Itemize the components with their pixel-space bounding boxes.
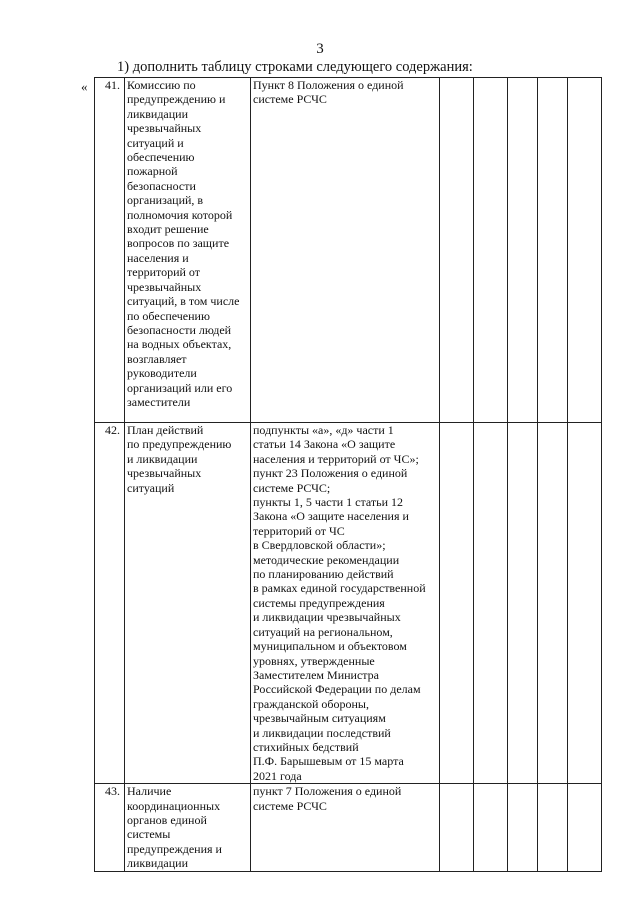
name-line: Комиссию по (127, 78, 196, 92)
name-line: входит решение (127, 222, 209, 237)
intro-text: 1) дополнить таблицу строками следующего содержания: (117, 59, 473, 75)
basis-line: П.Ф. Барышевым от 15 марта (253, 754, 404, 769)
basis-line: гражданской обороны, (253, 696, 369, 711)
empty-cell (474, 423, 508, 784)
empty-cell (508, 423, 538, 784)
name-line: руководители (127, 366, 197, 381)
row-number: 43. (95, 784, 125, 871)
name-line: ситуаций и (127, 135, 184, 150)
row-number: 41. (95, 78, 125, 423)
basis-line: Закона «О защите населения и (253, 509, 409, 524)
basis-line: системе РСЧС (253, 92, 327, 107)
row-legal-basis (251, 423, 440, 784)
name-line: безопасности людей (127, 322, 232, 337)
basis-line: Пункт 8 Положения о единой (253, 78, 404, 92)
name-line: на водных объектах, (127, 337, 232, 352)
basis-line: пункт 7 Положения о единой (253, 784, 402, 799)
empty-cell (568, 423, 602, 784)
row-legal-basis (251, 784, 440, 871)
empty-cell (474, 78, 508, 423)
name-line: системы (127, 827, 171, 842)
basis-line: Заместителем Министра (253, 667, 380, 682)
name-line: чрезвычайных (127, 121, 202, 136)
empty-cell (474, 784, 508, 871)
basis-line: в Свердловской области»; (253, 538, 386, 553)
name-line: пожарной (127, 164, 178, 179)
name-line: чрезвычайных (127, 279, 202, 294)
name-line: ситуаций, в том числе (127, 294, 240, 309)
name-line: органов единой (127, 812, 207, 827)
empty-cell (538, 784, 568, 871)
basis-line: пункт 23 Положения о единой (253, 466, 408, 481)
basis-line: системе РСЧС (253, 798, 327, 813)
empty-cell (508, 784, 538, 871)
basis-line: Российской Федерации по делам (253, 682, 421, 697)
name-line: территорий от (127, 265, 201, 280)
basis-line: системы предупреждения (253, 595, 385, 610)
basis-line: 2021 года (253, 768, 302, 783)
empty-cell (440, 78, 474, 423)
basis-line: территорий от ЧС (253, 523, 345, 538)
row-legal-basis (251, 78, 440, 423)
name-line: по предупреждению (127, 437, 232, 452)
basis-line: в рамках единой государственной (253, 581, 426, 596)
name-line: возглавляет (127, 351, 187, 366)
basis-line: и ликвидации чрезвычайных (253, 610, 401, 625)
name-line: чрезвычайных (127, 466, 202, 481)
empty-cell (568, 78, 602, 423)
basis-line: и ликвидации последствий (253, 725, 391, 740)
empty-cell (440, 423, 474, 784)
name-line: предупреждения и (127, 841, 222, 856)
page-number: 3 (316, 41, 324, 57)
name-line: обеспечению (127, 150, 195, 165)
name-line: ликвидации (127, 856, 189, 871)
name-line: Наличие (127, 784, 172, 799)
name-line: предупреждению и (127, 92, 226, 107)
row-name (125, 784, 251, 871)
basis-line: статьи 14 Закона «О защите (253, 437, 396, 452)
basis-line: стихийных бедствий (253, 739, 359, 754)
basis-line: населения и территорий от ЧС»; (253, 451, 419, 466)
row-name (125, 423, 251, 784)
empty-cell (538, 78, 568, 423)
name-line: ликвидации (127, 106, 189, 121)
name-line: ситуаций (127, 480, 175, 495)
empty-cell (508, 78, 538, 423)
name-line: безопасности (127, 178, 196, 193)
name-line: координационных (127, 798, 221, 813)
name-line: План действий (127, 423, 204, 437)
name-line: организаций, в (127, 193, 204, 208)
empty-cell (538, 423, 568, 784)
basis-line: методические рекомендации (253, 552, 400, 567)
row-name (125, 78, 251, 423)
name-line: населения и (127, 250, 189, 265)
table-row (95, 784, 602, 871)
basis-line: уровнях, утвержденные (253, 653, 375, 668)
name-line: по обеспечению (127, 308, 210, 323)
basis-line: системе РСЧС; (253, 480, 331, 495)
basis-line: ситуаций на региональном, (253, 624, 393, 639)
basis-line: муниципальном и объектовом (253, 639, 407, 654)
table-row (95, 423, 602, 784)
basis-line: по планированию действий (253, 567, 394, 582)
name-line: организаций или его (127, 380, 233, 395)
basis-line: подпункты «а», «д» части 1 (253, 423, 394, 437)
row-number: 42. (95, 423, 125, 784)
opening-quote-mark: « (81, 79, 88, 94)
table-row (95, 78, 602, 423)
basis-line: пункты 1, 5 части 1 статьи 12 (253, 495, 404, 510)
name-line: и ликвидации (127, 451, 198, 466)
name-line: полномочия которой (127, 207, 233, 222)
empty-cell (440, 784, 474, 871)
empty-cell (568, 784, 602, 871)
amendment-table (94, 77, 602, 872)
name-line: заместители (127, 394, 191, 409)
basis-line: чрезвычайным ситуациям (253, 711, 386, 726)
name-line: вопросов по защите (127, 236, 230, 251)
